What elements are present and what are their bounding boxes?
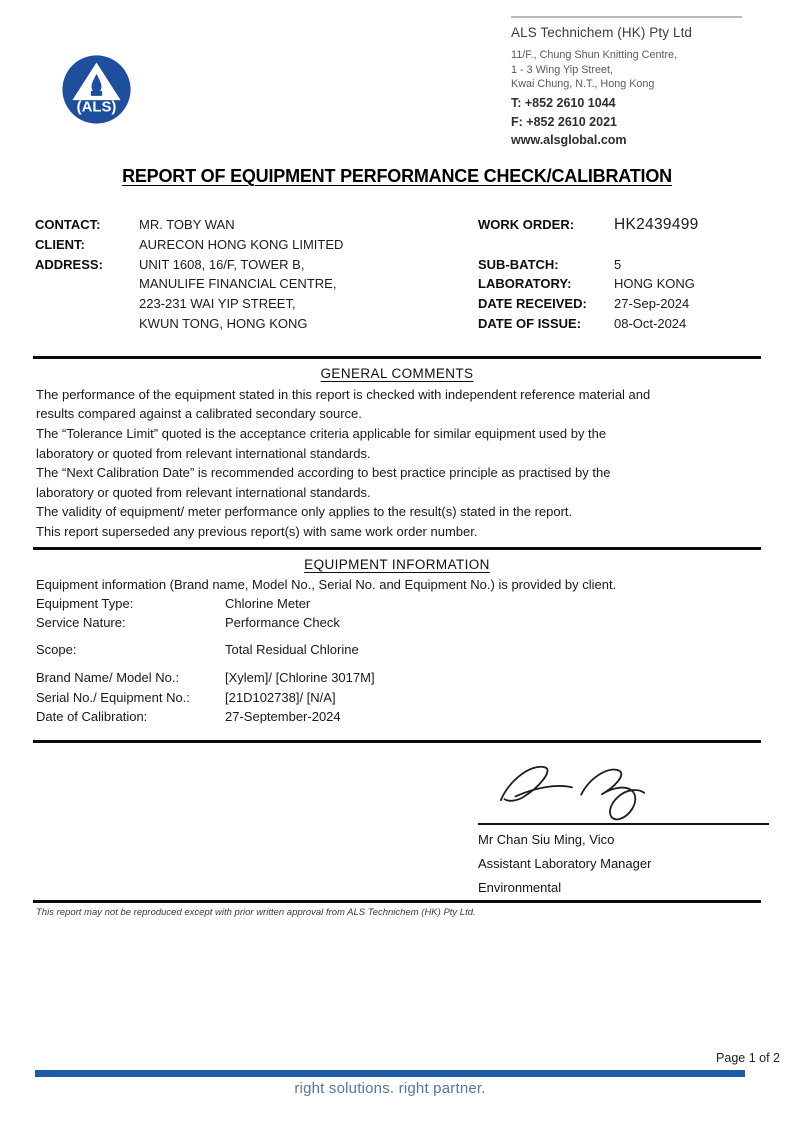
calibration-date-label: Date of Calibration: [36,708,148,724]
client-row [35,235,478,255]
service-nature-value: Performance Check [225,615,340,631]
work-order-label: WORK ORDER: [478,217,575,232]
signatory-name: Mr Chan Siu Ming, Vico [478,832,615,848]
comment-line: The performance of the equipment stated in this report is checked with independent reference material and [36,386,651,402]
comment-line: The “Tolerance Limit” quoted is the acceptance criteria applicable for similar equipment used by the [36,425,607,441]
contact-value: MR. TOBY WAN [139,217,235,232]
address-row [35,255,478,275]
section-divider [33,740,761,743]
equipment-type-row [36,594,758,613]
equipment-information-heading: EQUIPMENT INFORMATION [304,556,490,572]
contact-row [35,215,478,235]
serial-equipment-row [36,688,758,707]
date-received-label: DATE RECEIVED: [478,296,587,312]
date-received-value: 27-Sep-2024 [614,296,690,312]
calibration-date-row [36,707,758,726]
signature-block [478,749,769,897]
comment-line: The validity of equipment/ meter performance only applies to the result(s) stated in the report. [36,504,573,520]
client-label: CLIENT: [35,236,85,252]
company-website: www.alsglobal.com [511,132,627,147]
als-logo-icon [61,54,132,125]
address-line: MANULIFE FINANCIAL CENTRE, [139,276,337,292]
service-nature-row [36,613,758,632]
comment-line: laboratory or quoted from relevant international standards. [36,484,371,500]
brand-model-row [36,668,758,687]
address-line: 223-231 WAI YIP STREET, [139,296,296,312]
comment-line: laboratory or quoted from relevant international standards. [36,445,371,461]
date-of-issue-value: 08-Oct-2024 [614,315,687,331]
scope-label: Scope: [36,641,77,657]
work-order-row [478,215,759,235]
address-row [35,294,478,314]
equipment-information-block [36,575,758,727]
brand-model-value: [Xylem]/ [Chlorine 3017M] [225,670,375,686]
date-received-row [478,294,759,314]
section-divider [33,900,761,903]
work-order-value: HK2439499 [614,216,699,233]
reproduction-footnote: This report may not be reproduced except with prior written approval from ALS Technichem (HK) Pty Ltd. [36,906,476,918]
company-address-line: 1 - 3 Wing Yip Street, [511,63,614,76]
sub-batch-row [478,255,759,275]
sub-batch-value: 5 [614,256,622,272]
footer-tagline: right solutions. right partner. [294,1080,486,1097]
contact-block [35,215,478,334]
signature-image [488,749,678,822]
scope-value: Total Residual Chlorine [225,641,359,657]
address-line: KWUN TONG, HONG KONG [139,315,308,331]
section-divider [33,356,761,359]
laboratory-value: HONG KONG [614,276,695,292]
als-logo [61,54,132,125]
spacer [478,235,759,255]
contact-order-section [35,215,759,334]
section-divider [33,547,761,550]
equipment-type-label: Equipment Type: [36,595,134,611]
laboratory-row [478,274,759,294]
header-rule [511,16,742,18]
general-comments-text [36,385,758,542]
serial-equipment-value: [21D102738]/ [N/A] [225,689,336,705]
laboratory-label: LABORATORY: [478,276,572,292]
address-line: UNIT 1608, 16/F, TOWER B, [139,256,305,272]
comment-line: This report superseded any previous report(s) with same work order number. [36,523,478,539]
signatory-title: Assistant Laboratory Manager [478,856,652,872]
comment-line: The “Next Calibration Date” is recommended according to best practice principle as practised by the [36,465,611,481]
sub-batch-label: SUB-BATCH: [478,256,559,272]
address-row [35,274,478,294]
footer-bar [35,1070,745,1077]
signature-line [478,823,769,825]
page-number: Page 1 of 2 [716,1051,780,1065]
client-value: AURECON HONG KONG LIMITED [139,236,344,252]
scope-row [36,640,758,659]
signatory-department: Environmental [478,880,562,896]
general-comments-heading: GENERAL COMMENTS [320,365,474,381]
spacer [36,633,758,640]
contact-label: CONTACT: [35,217,101,232]
address-row [35,314,478,334]
spacer [36,659,758,668]
company-name: ALS Technichem (HK) Pty Ltd [511,25,693,40]
address-label: ADDRESS: [35,256,103,272]
brand-model-label: Brand Name/ Model No.: [36,670,180,686]
logo-text: (ALS) [76,99,117,116]
date-of-issue-row [478,314,759,334]
equipment-type-value: Chlorine Meter [225,595,311,611]
order-block [478,215,759,334]
equipment-intro: Equipment information (Brand name, Model No., Serial No. and Equipment No.) is provided by client. [36,576,617,592]
company-phone: T: +852 2610 1044 [511,95,616,110]
serial-equipment-label: Serial No./ Equipment No.: [36,689,190,705]
date-of-issue-label: DATE OF ISSUE: [478,315,582,331]
company-fax: F: +852 2610 2021 [511,114,617,129]
company-address-line: Kwai Chung, N.T., Hong Kong [511,78,655,91]
calibration-date-value: 27-September-2024 [225,708,341,724]
comment-line: results compared against a calibrated secondary source. [36,406,362,422]
company-address-line: 11/F., Chung Shun Knitting Centre, [511,49,678,61]
company-address-block [511,16,751,148]
service-nature-label: Service Nature: [36,615,126,631]
report-title: REPORT OF EQUIPMENT PERFORMANCE CHECK/CALIBRATION [122,166,672,186]
